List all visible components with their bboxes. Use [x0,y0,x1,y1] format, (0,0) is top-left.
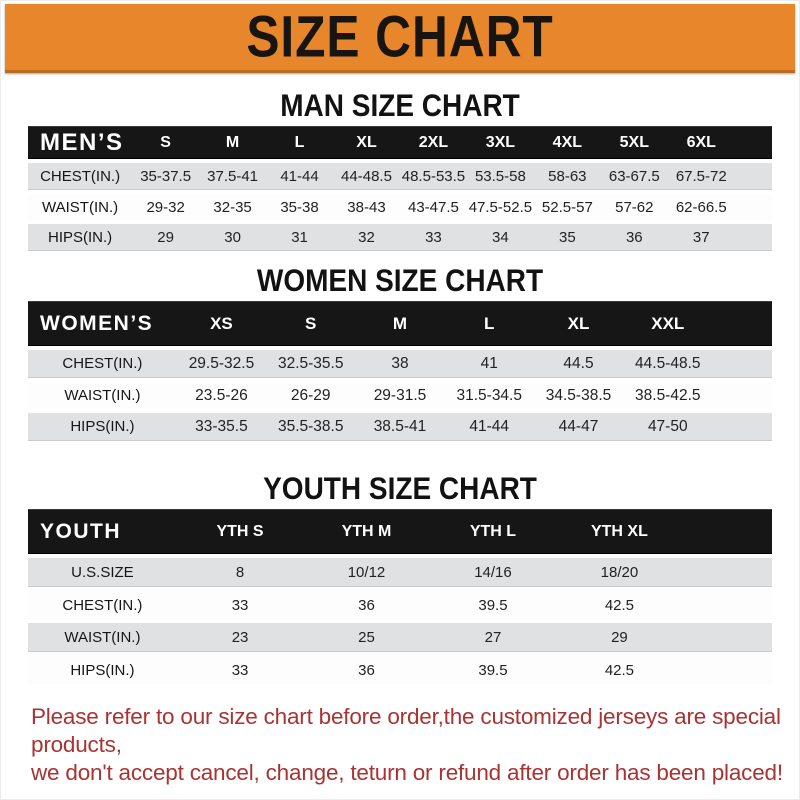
size-value-cell: 41 [445,350,534,378]
table-row [28,224,772,251]
youth-size-chart-heading: YOUTH SIZE CHART [263,471,537,506]
size-value-cell: 63-67.5 [601,163,668,190]
size-value-cell: 39.5 [430,591,556,619]
row-label: U.S.SIZE [28,558,177,587]
size-value-cell: 57-62 [601,194,668,220]
size-value-cell: 35.5-38.5 [266,413,355,441]
size-value-cell: 37 [668,224,735,251]
table-header-row [28,509,772,554]
size-value-cell: 23 [177,623,303,652]
row-label: HIPS(IN.) [28,413,177,441]
size-value-cell: 38.5-42.5 [623,382,712,409]
table-header-row [28,126,772,159]
women-size-chart-heading: WOMEN SIZE CHART [256,263,544,298]
size-value-cell: 10/12 [303,558,429,587]
size-value-cell: 53.5-58 [467,163,534,190]
size-value-cell: 35-38 [266,194,333,220]
row-label: HIPS(IN.) [28,224,132,251]
size-chart-banner [5,4,795,73]
disclaimer-line-2: we don't accept cancel, change, teturn or refund after order has been placed! [31,760,783,785]
size-column-header: XL [333,126,400,159]
size-value-cell: 67.5-72 [668,163,735,190]
youth-size-table [28,505,772,688]
size-value-cell: 38 [355,350,444,378]
size-value-cell: 26-29 [266,382,355,409]
size-value-cell: 42.5 [556,656,682,684]
size-value-cell: 32 [333,224,400,251]
size-value-cell: 32.5-35.5 [266,350,355,378]
size-value-cell: 29.5-32.5 [177,350,266,378]
size-value-cell: 29 [556,623,682,652]
row-label: WAIST(IN.) [28,382,177,409]
size-value-cell: 18/20 [556,558,682,587]
table-group-label: WOMEN’S [28,301,177,346]
size-column-header: 6XL [668,126,735,159]
size-value-cell: 39.5 [430,656,556,684]
size-value-cell: 36 [601,224,668,251]
size-value-cell: 36 [303,591,429,619]
size-value-cell: 25 [303,623,429,652]
size-column-header: L [445,301,534,346]
size-value-cell: 42.5 [556,591,682,619]
row-label: CHEST(IN.) [28,163,132,190]
size-value-cell: 38.5-41 [355,413,444,441]
size-value-cell: 62-66.5 [668,194,735,220]
filler-cell [712,413,772,441]
table-row [28,591,772,619]
disclaimer-note [31,703,787,787]
table-row [28,558,772,587]
size-value-cell: 29-32 [132,194,199,220]
size-value-cell: 35-37.5 [132,163,199,190]
table-row [28,350,772,378]
size-column-header: YTH S [177,509,303,554]
size-value-cell: 47.5-52.5 [467,194,534,220]
filler-cell [712,382,772,409]
table-row [28,163,772,190]
size-column-header: XS [177,301,266,346]
size-value-cell: 34.5-38.5 [534,382,623,409]
size-value-cell: 38-43 [333,194,400,220]
size-column-header: 5XL [601,126,668,159]
size-value-cell: 36 [303,656,429,684]
size-column-header: S [132,126,199,159]
size-column-header: XL [534,301,623,346]
row-label: CHEST(IN.) [28,591,177,619]
size-value-cell: 29-31.5 [355,382,444,409]
size-value-cell: 37.5-41 [199,163,266,190]
filler-header-cell [712,301,772,346]
size-value-cell: 41-44 [266,163,333,190]
row-label: WAIST(IN.) [28,194,132,220]
size-value-cell: 31.5-34.5 [445,382,534,409]
size-column-header: 2XL [400,126,467,159]
filler-cell [683,623,772,652]
filler-cell [683,558,772,587]
size-value-cell: 30 [199,224,266,251]
size-value-cell: 44.5 [534,350,623,378]
size-column-header: YTH XL [556,509,682,554]
row-label: WAIST(IN.) [28,623,177,652]
size-value-cell: 52.5-57 [534,194,601,220]
table-group-label: MEN’S [28,126,132,159]
size-value-cell: 33-35.5 [177,413,266,441]
size-value-cell: 44.5-48.5 [623,350,712,378]
size-value-cell: 8 [177,558,303,587]
size-column-header: YTH L [430,509,556,554]
filler-cell [735,163,772,190]
men-size-table [28,122,772,255]
size-column-header: XXL [623,301,712,346]
table-header-row [28,301,772,346]
man-size-chart-heading: MAN SIZE CHART [280,88,520,123]
size-value-cell: 44-48.5 [333,163,400,190]
size-value-cell: 23.5-26 [177,382,266,409]
filler-cell [735,194,772,220]
size-value-cell: 33 [177,591,303,619]
size-column-header: M [355,301,444,346]
size-value-cell: 14/16 [430,558,556,587]
size-column-header: YTH M [303,509,429,554]
size-column-header: S [266,301,355,346]
size-column-header: L [266,126,333,159]
size-value-cell: 58-63 [534,163,601,190]
size-value-cell: 48.5-53.5 [400,163,467,190]
size-value-cell: 33 [177,656,303,684]
size-value-cell: 33 [400,224,467,251]
size-column-header: 3XL [467,126,534,159]
table-group-label: YOUTH [28,509,177,554]
size-value-cell: 32-35 [199,194,266,220]
disclaimer-line-1: Please refer to our size chart before order,the customized jerseys are special products, [31,704,781,757]
size-value-cell: 47-50 [623,413,712,441]
size-value-cell: 29 [132,224,199,251]
filler-header-cell [683,509,772,554]
table-row [28,413,772,441]
filler-cell [683,656,772,684]
size-value-cell: 35 [534,224,601,251]
size-value-cell: 31 [266,224,333,251]
size-column-header: M [199,126,266,159]
row-label: CHEST(IN.) [28,350,177,378]
size-value-cell: 27 [430,623,556,652]
size-value-cell: 44-47 [534,413,623,441]
table-row [28,382,772,409]
filler-cell [683,591,772,619]
filler-cell [712,350,772,378]
banner-title: SIZE CHART [246,4,554,70]
table-row [28,623,772,652]
table-row [28,194,772,220]
table-row [28,656,772,684]
row-label: HIPS(IN.) [28,656,177,684]
size-value-cell: 34 [467,224,534,251]
filler-header-cell [735,126,772,159]
women-size-table [28,297,772,445]
size-value-cell: 43-47.5 [400,194,467,220]
size-value-cell: 41-44 [445,413,534,441]
filler-cell [735,224,772,251]
size-column-header: 4XL [534,126,601,159]
